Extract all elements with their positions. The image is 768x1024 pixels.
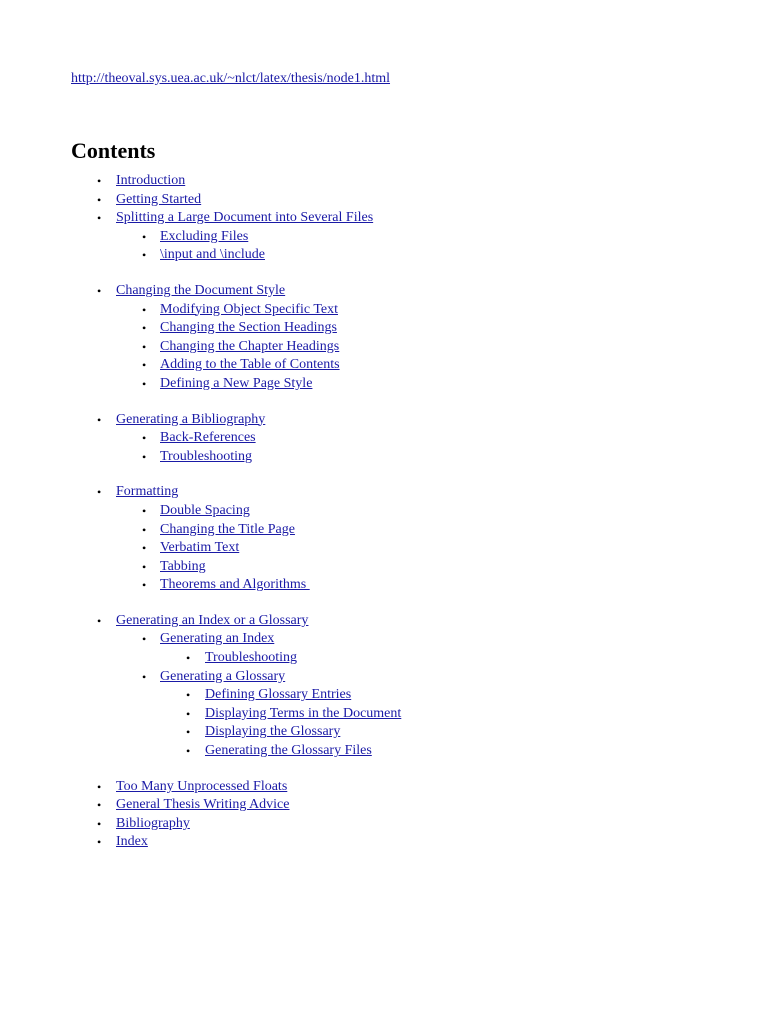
toc-item-section-headings — [116, 319, 401, 338]
toc-item-input-include — [116, 246, 401, 265]
toc-link-index-troubleshooting[interactable]: Troubleshooting — [205, 650, 298, 666]
toc-item-theorems — [116, 576, 401, 595]
toc-link-document-style[interactable]: Changing the Document Style — [116, 282, 286, 298]
toc-link-defining-entries[interactable]: Defining Glossary Entries — [205, 687, 352, 703]
toc-item-bibliography — [71, 815, 401, 834]
toc-item-document-style — [71, 282, 401, 394]
toc-link-bibliography-gen[interactable]: Generating a Bibliography — [116, 411, 266, 427]
toc-link-advice[interactable]: General Thesis Writing Advice — [116, 797, 290, 813]
toc-item-advice — [71, 796, 401, 815]
toc-link-displaying-terms[interactable]: Displaying Terms in the Document — [205, 705, 402, 721]
toc-item-excluding-files — [116, 228, 401, 247]
toc-link-double-spacing[interactable]: Double Spacing — [160, 502, 250, 518]
toc-link-table-of-contents[interactable]: Adding to the Table of Contents — [160, 357, 340, 373]
page-title: Contents — [71, 138, 156, 163]
toc-link-title-page[interactable]: Changing the Title Page — [160, 521, 295, 537]
toc-item-formatting — [71, 483, 401, 595]
toc-item-index — [71, 833, 401, 852]
toc-item-title-page — [116, 521, 401, 540]
page-url-link[interactable]: http://theoval.sys.uea.ac.uk/~nlct/latex/thesis/node1.html — [71, 71, 391, 86]
toc-link-displaying-glossary[interactable]: Displaying the Glossary — [205, 724, 341, 740]
toc-list — [71, 172, 401, 852]
toc-link-chapter-headings[interactable]: Changing the Chapter Headings — [160, 338, 340, 354]
toc-item-page-style — [116, 375, 401, 394]
toc-item-displaying-terms — [160, 705, 401, 724]
toc-item-index-troubleshooting — [160, 649, 401, 668]
toc-link-bib-troubleshooting[interactable]: Troubleshooting — [160, 448, 253, 464]
toc-item-floats — [71, 778, 401, 797]
toc-item-splitting — [71, 209, 401, 265]
table-of-contents — [71, 172, 401, 852]
toc-item-double-spacing — [116, 502, 401, 521]
toc-link-back-references[interactable]: Back-References — [160, 430, 256, 446]
toc-sublist-generating-glossary — [160, 686, 401, 760]
toc-item-glossary-files — [160, 742, 401, 761]
page-url-line — [71, 70, 390, 88]
toc-link-page-style[interactable]: Defining a New Page Style — [160, 375, 313, 391]
toc-item-modifying-text — [116, 301, 401, 320]
toc-link-splitting[interactable]: Splitting a Large Document into Several Files — [116, 210, 374, 226]
toc-link-glossary-files[interactable]: Generating the Glossary Files — [205, 743, 372, 759]
toc-sublist-formatting — [116, 502, 401, 595]
toc-link-getting-started[interactable]: Getting Started — [116, 191, 202, 207]
toc-link-modifying-text[interactable]: Modifying Object Specific Text — [160, 301, 339, 317]
toc-sublist-bibliography-gen — [116, 429, 401, 466]
toc-link-tabbing[interactable]: Tabbing — [160, 558, 206, 574]
toc-link-generating-index[interactable]: Generating an Index — [160, 631, 275, 647]
toc-item-getting-started — [71, 191, 401, 210]
toc-item-table-of-contents — [116, 356, 401, 375]
toc-link-index[interactable]: Index — [116, 834, 148, 850]
toc-item-chapter-headings — [116, 338, 401, 357]
toc-item-bib-troubleshooting — [116, 448, 401, 467]
toc-link-formatting[interactable]: Formatting — [116, 484, 179, 500]
toc-item-introduction — [71, 172, 401, 191]
toc-link-index-glossary[interactable]: Generating an Index or a Glossary — [116, 612, 309, 628]
toc-link-bibliography[interactable]: Bibliography — [116, 815, 190, 831]
toc-item-generating-index — [116, 630, 401, 667]
toc-sublist-document-style — [116, 301, 401, 394]
toc-link-floats[interactable]: Too Many Unprocessed Floats — [116, 778, 288, 794]
toc-sublist-index-glossary — [116, 630, 401, 760]
toc-sublist-generating-index — [160, 649, 401, 668]
toc-link-input-include[interactable]: \input and \include — [160, 247, 265, 263]
toc-link-introduction[interactable]: Introduction — [116, 173, 186, 188]
toc-item-bibliography-gen — [71, 411, 401, 467]
toc-item-displaying-glossary — [160, 723, 401, 742]
toc-link-section-headings[interactable]: Changing the Section Headings — [160, 320, 337, 336]
toc-item-generating-glossary — [116, 668, 401, 761]
toc-item-index-glossary — [71, 612, 401, 761]
toc-item-defining-entries — [160, 686, 401, 705]
toc-link-generating-glossary[interactable]: Generating a Glossary — [160, 668, 286, 684]
toc-link-excluding-files[interactable]: Excluding Files — [160, 228, 249, 244]
toc-link-verbatim[interactable]: Verbatim Text — [160, 540, 240, 556]
toc-sublist-splitting — [116, 228, 401, 265]
toc-item-verbatim — [116, 539, 401, 558]
toc-item-tabbing — [116, 558, 401, 577]
toc-item-back-references — [116, 429, 401, 448]
toc-link-theorems[interactable]: Theorems and Algorithms — [160, 577, 310, 593]
